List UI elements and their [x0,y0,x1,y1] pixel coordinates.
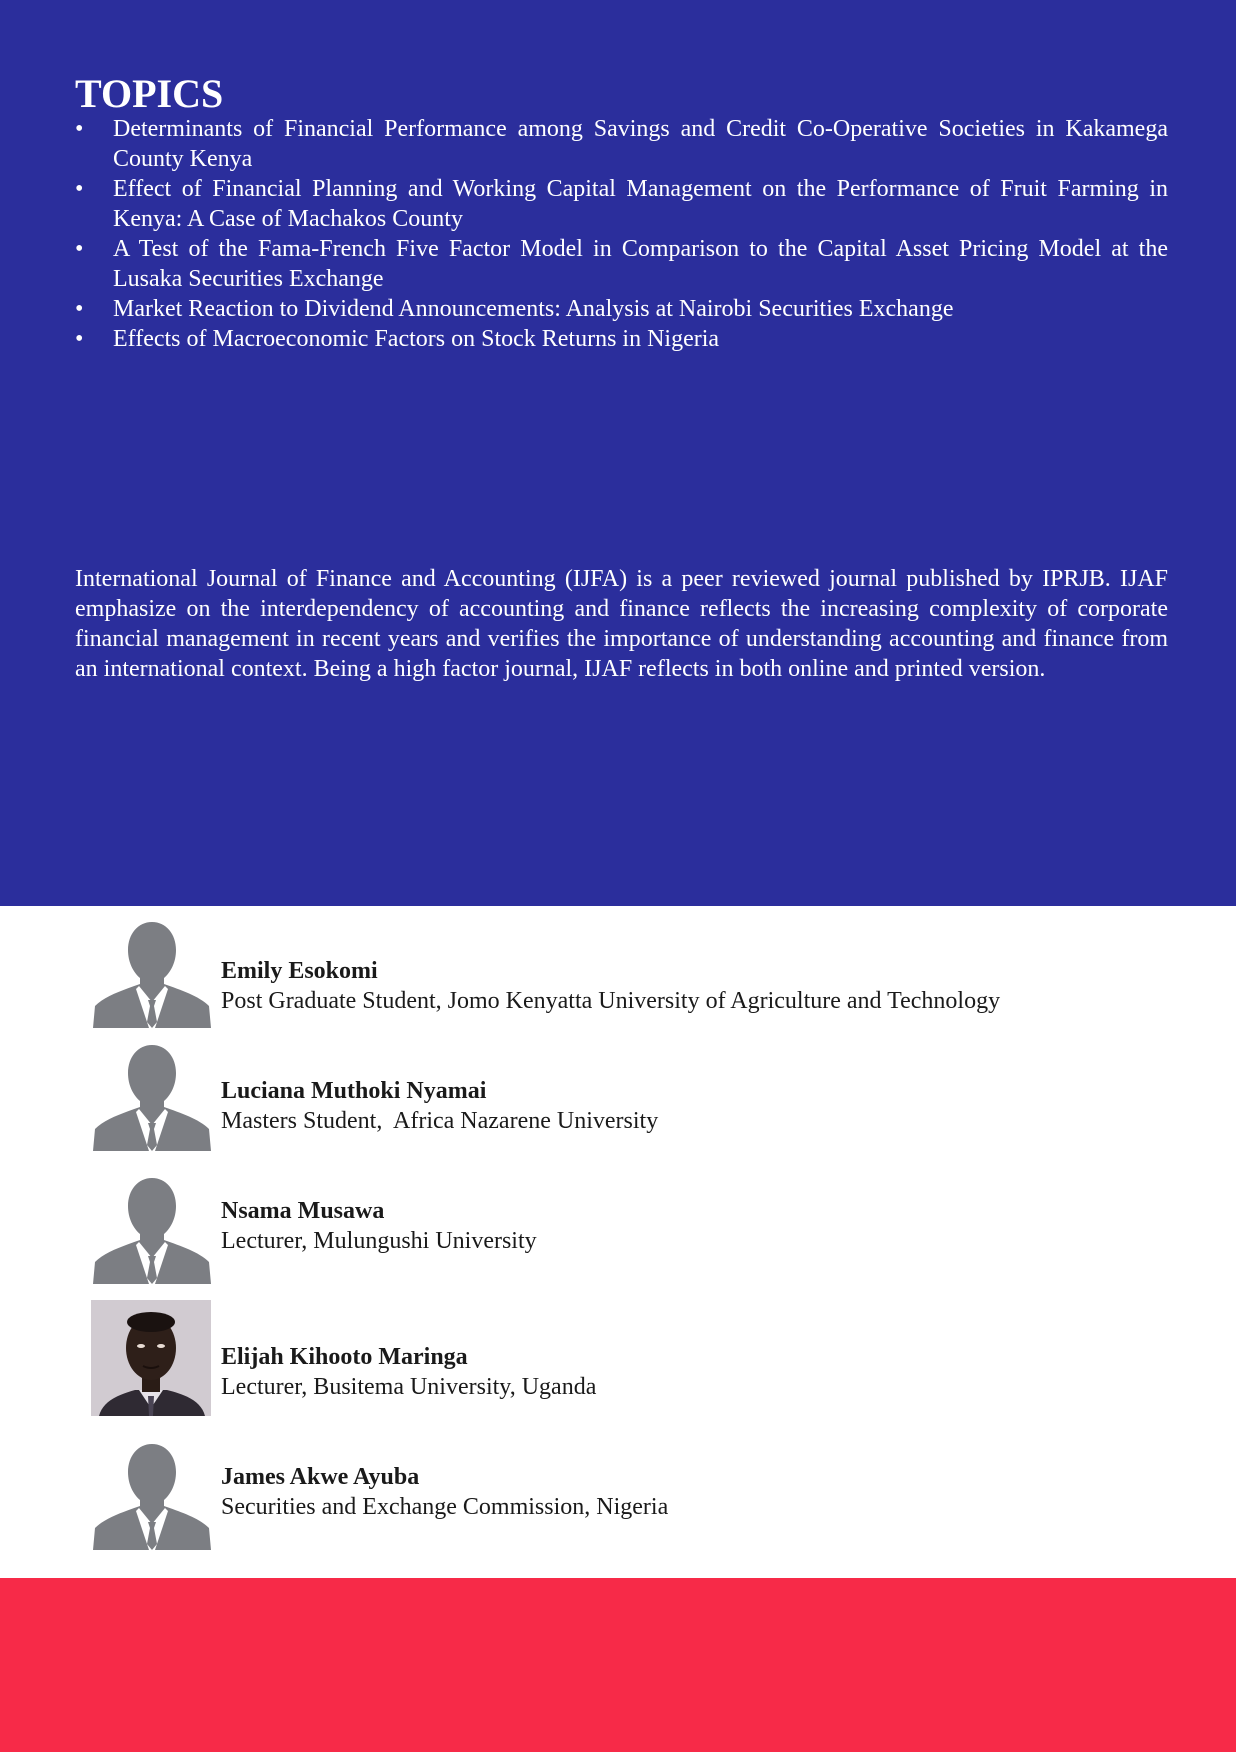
author-name: James Akwe Ayuba [221,1464,420,1490]
topic-item [75,234,1168,294]
topic-text: Determinants of Financial Performance among Savings and Credit Co-Operative Societies in Kakamega County Kenya [113,116,1168,172]
author-name: Emily Esokomi [221,958,378,984]
person-silhouette-icon [93,1178,211,1284]
topic-text: Effects of Macroeconomic Factors on Stock Returns in Nigeria [113,326,720,352]
topic-text: Effect of Financial Planning and Working Capital Management on the Performance of Fruit Farming in Kenya: A Case of Machakos County [113,176,1168,232]
bullet-icon: • [75,116,84,142]
author-entry [0,1045,1236,1161]
author-role: Securities and Exchange Commission, Nigeria [221,1494,669,1520]
topic-item [75,114,1168,174]
topic-item [75,294,1168,324]
author-name: Luciana Muthoki Nyamai [221,1078,487,1104]
bullet-icon: • [75,236,84,262]
author-name: Elijah Kihooto Maringa [221,1344,468,1370]
footer-band [0,1578,1236,1752]
topics-heading: TOPICS [75,71,224,116]
topic-item [75,174,1168,234]
author-role: Lecturer, Busitema University, Uganda [221,1374,597,1400]
topic-text: A Test of the Fama-French Five Factor Model in Comparison to the Capital Asset Pricing Model at the Lusaka Securities Exchange [113,236,1168,292]
author-entry [0,1444,1236,1560]
bullet-icon: • [75,296,84,322]
topics-list [75,114,1168,354]
author-role: Post Graduate Student, Jomo Kenyatta University of Agriculture and Technology [221,988,1001,1014]
author-entry [0,922,1236,1038]
author-entry [0,1178,1236,1294]
author-role: Masters Student, Africa Nazarene University [221,1108,659,1134]
person-silhouette-icon [93,1444,211,1550]
author-entry [0,1300,1236,1416]
bullet-icon: • [75,176,84,202]
bullet-icon: • [75,326,84,352]
journal-description: International Journal of Finance and Accounting (IJFA) is a peer reviewed journal published by IPRJB. IJAF emphasize on the interdependency of accounting and finance reflects the increasing complexity of corporate financial management in recent years and verifies the importance of understanding accounting and finance from an international context. Being a high factor journal, IJAF reflects in both online and printed version. [75,566,1168,682]
author-name: Nsama Musawa [221,1198,385,1224]
portrait-photo [91,1300,211,1416]
person-silhouette-icon [93,922,211,1028]
author-role: Lecturer, Mulungushi University [221,1228,537,1254]
topic-item [75,324,1168,354]
authors-section [0,906,1236,1578]
person-silhouette-icon [93,1045,211,1151]
topic-text: Market Reaction to Dividend Announcements: Analysis at Nairobi Securities Exchange [113,296,954,322]
